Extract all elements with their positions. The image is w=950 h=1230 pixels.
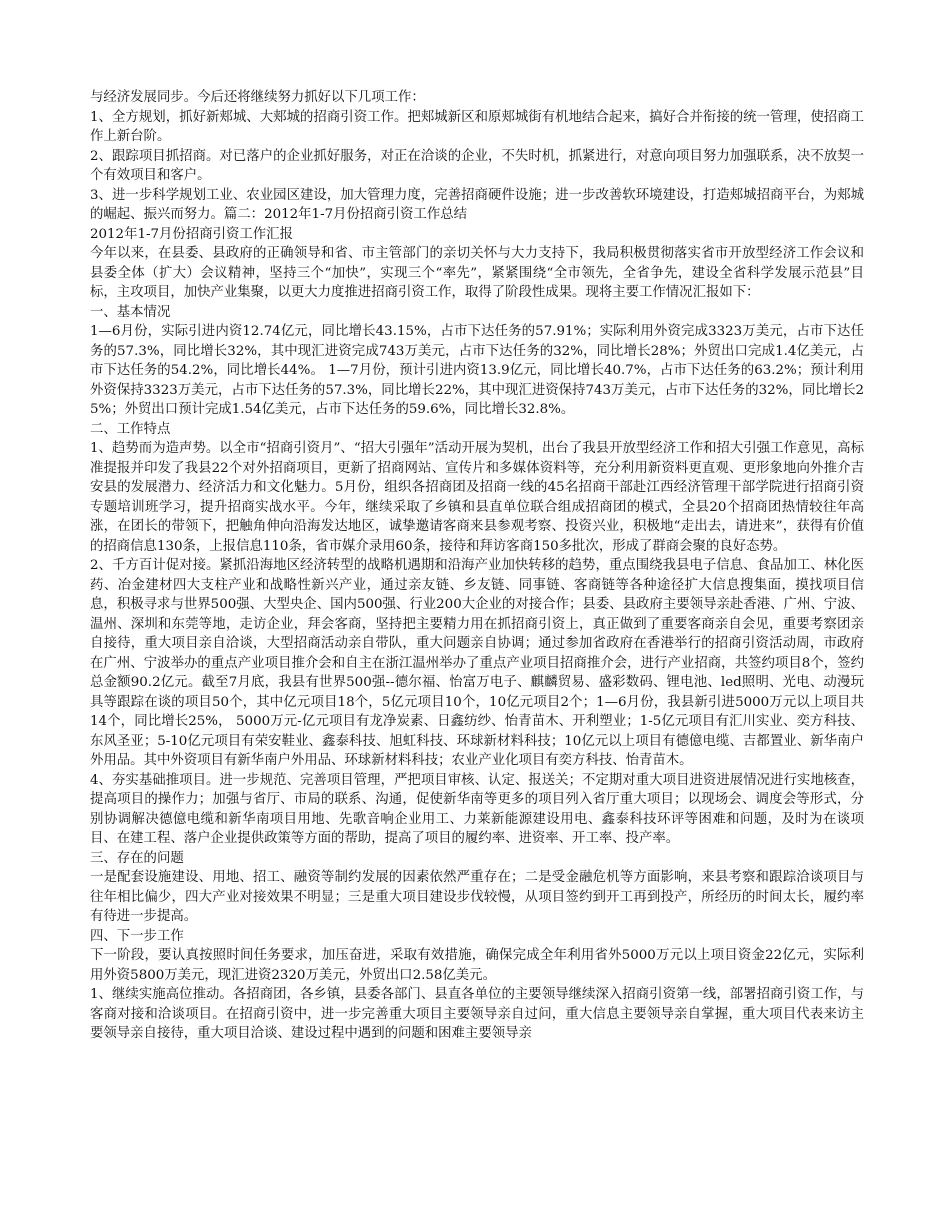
paragraph-next-steps: 下一阶段，要认真按照时间任务要求，加压奋进，采取有效措施，确保完成全年利用省外5000万元以上项目资金22亿元，实际利用外资5800万美元，现汇进资2320万美元，外贸出口2.58亿美元。 bbox=[90, 948, 864, 983]
paragraph-feature-4: 4、夯实基础推项目。进一步规范、完善项目管理，严把项目审核、认定、报送关；不定期对重大项目进资进展情况进行实地核查，提高项目的操作力；加强与省厅、市局的联系、沟通，促使新华南等更多的项目列入省厅重大项目；以现场会、调度会等形式，分别协调解决德億电缆和新华南项目用地、先歌音响企业用工、力莱新能源建设用电、鑫泰科技环评等困难和问题，及时为在谈项目、在建工程、落户企业提供政策等方面的帮助，提高了项目的履约率、进资率、开工率、投产率。 bbox=[90, 772, 864, 846]
paragraph-2: 1、全方规划，抓好新郏城、大郏城的招商引资工作。把郏城新区和原郏城街有机地结合起来，搞好合并衔接的统一管理，使招商工作上新台阶。 bbox=[90, 109, 864, 144]
paragraph-problems: 一是配套设施建设、用地、招工、融资等制约发展的因素依然严重存在；二是受金融危机等方面影响，来县考察和跟踪洽谈项目与往年相比偏少，四大产业对接效果不明显；三是重大项目建设步伐较慢，从项目签约到开工再到投产，所经历的时间太长，履约率有待进一步提高。 bbox=[90, 870, 864, 924]
paragraph-3: 2、跟踪项目抓招商。对已落户的企业抓好服务，对正在洽谈的企业，不失时机，抓紧进行，对意向项目努力加强联系，决不放契一个有效项目和客户。 bbox=[90, 148, 864, 183]
paragraph-intro: 今年以来，在县委、县政府的正确领导和省、市主管部门的亲切关怀与大力支持下，我局积极贯彻落实省市开放型经济工作会议和县委全体（扩大）会议精神，坚持三个“加快”，实现三个“率先”，紧紧围绕“全市领先，全省争先，建设全省科学发展示范县”目标，主攻项目，加快产业集聚，以更大力度推进招商引资工作，取得了阶段性成果。现将主要工作情况汇报如下： bbox=[90, 246, 864, 300]
paragraph-basic-situation: 1—6月份，实际引进内资12.74亿元，同比增长43.15%，占市下达任务的57.91%；实际利用外资完成3323万美元，占市下达任务的57.3%，同比增长32%，其中现汇进资完成743万美元，占市下达任务的32%，同比增长28%；外贸出口完成1.4亿美元，占市下达任务的54.2%，同比增长44%。 1—7月份，预计引进内资13.9亿元，同比增长40.7%，占市下达任务的63.2%；预计利用外资保持3323万美元，占市下达任务的57.3%，同比增长22%，其中现汇进资保持743万美元，占市下达任务的32%，同比增长25%；外贸出口预计完成1.54亿美元，占市下达任务的59.6%，同比增长32.8%。 bbox=[90, 324, 864, 417]
section-heading-3: 三、存在的问题 bbox=[90, 850, 184, 866]
paragraph-feature-1: 1、趋势而为造声势。以全市“招商引资月”、“招大引强年”活动开展为契机，出台了我县开放型经济工作和招大引强工作意见，高标准提报并印发了我县22个对外招商项目，更新了招商网站、宣传片和多媒体资料等，充分利用新资料更直观、更形象地向外推介吉安县的发展潜力、经济活力和文化魅力。5月份，组织各招商团及招商一线的45名招商干部赴江西经济管理干部学院进行招商引资专题培训班学习，提升招商实战水平。今年，继续采取了乡镇和县直单位联合组成招商团的模式，全县20个招商团热情较往年高涨，在团长的带领下，把触角伸向沿海发达地区，诚挚邀请客商来县参观考察、投资兴业，积极地“走出去，请进来”，获得有价值的招商信息130条，上报信息110条，省市媒介录用60条，接待和拜访客商150多批次，形成了群商会聚的良好态势。 bbox=[90, 441, 864, 554]
paragraph-1: 与经济发展同步。今后还将继续努力抓好以下几项工作： bbox=[90, 90, 425, 105]
report-title: 2012年1-7月份招商引资工作汇报 bbox=[90, 226, 293, 242]
section-heading-4: 四、下一步工作 bbox=[90, 928, 184, 944]
paragraph-4: 3、进一步科学规划工业、农业园区建设，加大管理力度，完善招商硬件设施；进一步改善软环境建设，打造郏城招商平台，为郏城的崛起、振兴而努力。篇二：2012年1-7月份招商引资工作总结 bbox=[90, 187, 864, 222]
section-heading-2: 二、工作特点 bbox=[90, 421, 171, 437]
section-heading-1: 一、基本情况 bbox=[90, 304, 171, 320]
paragraph-feature-2: 2、千方百计促对接。紧抓沿海地区经济转型的战略机遇期和沿海产业加快转移的趋势，重点围绕我县电子信息、食品加工、林化医药、冶金建材四大支柱产业和战略性新兴产业，通过亲友链、乡友链、同事链、客商链等各种途径扩大信息搜集面，摸找项目信息，积极寻求与世界500强、大型央企、国内500强、行业200大企业的对接合作；县委、县政府主要领导亲赴香港、广州、宁波、温州、深圳和东莞等地，走访企业，拜会客商，坚持把主要精力用在抓招商引资上，真正做到了重要客商亲自会见，重要考察团亲自接待，重大项目亲自洽谈，大型招商活动亲自带队，重大问题亲自协调；通过参加省政府在香港举行的招商引资活动周，市政府在广州、宁波举办的重点产业项目推介会和自主在浙江温州举办了重点产业项目招商推介会，进行产业招商，共签约项目8个，签约总金额90.2亿元。截至7月底，我县有世界500强--德尔福、怡富万电子、麒麟贸易、盛彩数码、锂电池、led照明、光电、动漫玩具等跟踪在谈的项目50个，其中亿元项目18个，5亿元项目10个，10亿元项目2个；1—6月份，我县新引进5000万元以上项目共14个，同比增长25%， 5000万元-亿元项目有龙净炭素、日鑫纺纱、怡青苗木、开利塑业；1-5亿元项目有汇川实业、奕方科技、东风圣亚；5-10亿元项目有荣安鞋业、鑫泰科技、旭虹科技、环球新材料科技；10亿元以上项目有德億电缆、吉都置业、新华南户外用品。其中外资项目有新华南户外用品、环球新材料科技；农业产业化项目有奕方科技、怡青苗木。 bbox=[90, 558, 864, 768]
paragraph-next-1: 1、继续实施高位推动。各招商团，各乡镇，县委各部门、县直各单位的主要领导继续深入招商引资第一线，部署招商引资工作，与客商对接和洽谈项目。在招商引资中，进一步完善重大项目主要领导亲自过问，重大信息主要领导亲自掌握，重大项目代表来访主要领导亲自接待，重大项目洽谈、建设过程中遇到的问题和困难主要领导亲 bbox=[90, 987, 864, 1041]
